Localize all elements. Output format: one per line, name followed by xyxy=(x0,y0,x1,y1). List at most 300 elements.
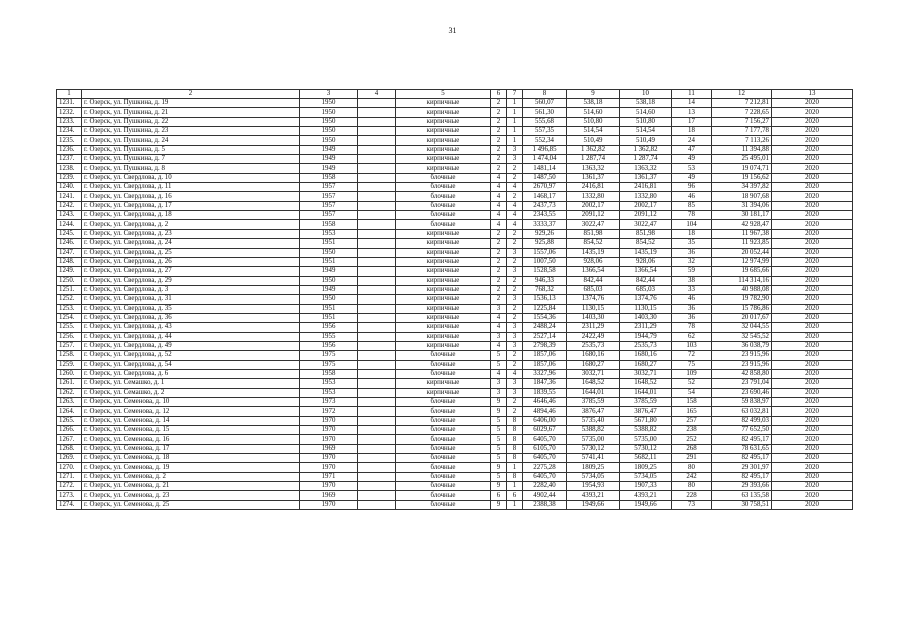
table-cell: 2020 xyxy=(772,398,853,407)
table-cell: 2798,39 xyxy=(523,341,567,350)
table-cell: 5735,00 xyxy=(620,435,672,444)
table-cell: 4894,46 xyxy=(523,407,567,416)
table-cell: 2535,73 xyxy=(620,341,672,350)
table-cell: кирпичные xyxy=(396,388,491,397)
table-row xyxy=(57,229,853,238)
table-cell: блочные xyxy=(396,500,491,509)
table-cell: 9 xyxy=(491,398,507,407)
table-cell: г. Озерск, ул. Свердлова, д. 36 xyxy=(82,313,300,322)
table-cell: кирпичные xyxy=(396,267,491,276)
table-cell: г. Озерск, ул. Семашко, д. 2 xyxy=(82,388,300,397)
table-cell: г. Озерск, ул. Свердлова, д. 17 xyxy=(82,201,300,210)
table-cell: 252 xyxy=(672,435,712,444)
table-cell: г. Озерск, ул. Свердлова, д. 29 xyxy=(82,276,300,285)
table-cell: 78 xyxy=(672,323,712,332)
table-cell: 1680,27 xyxy=(620,360,672,369)
table-row xyxy=(57,173,853,182)
table-cell: 1648,52 xyxy=(620,379,672,388)
table-cell: 3327,96 xyxy=(523,369,567,378)
table-cell: кирпичные xyxy=(396,323,491,332)
table-cell: 1481,14 xyxy=(523,164,567,173)
table-cell: блочные xyxy=(396,435,491,444)
table-row xyxy=(57,351,853,360)
table-cell: 4 xyxy=(491,220,507,229)
table-cell: 1970 xyxy=(300,500,358,509)
table-cell: 42 858,80 xyxy=(712,369,772,378)
table-cell: кирпичные xyxy=(396,108,491,117)
table-cell: 1975 xyxy=(300,360,358,369)
table-cell: 3 xyxy=(507,295,523,304)
table-cell: 510,80 xyxy=(620,117,672,126)
table-cell: 1363,32 xyxy=(567,164,620,173)
table-cell: 52 xyxy=(672,379,712,388)
table-cell: 1 287,74 xyxy=(567,155,620,164)
table-row xyxy=(57,248,853,257)
table-cell xyxy=(358,491,396,500)
table-row xyxy=(57,108,853,117)
table-cell: 18 xyxy=(672,229,712,238)
table-cell: 18 907,68 xyxy=(712,192,772,201)
table-cell: 2020 xyxy=(772,379,853,388)
table-cell: блочные xyxy=(396,398,491,407)
table-cell: 1361,37 xyxy=(567,173,620,182)
table-cell: 685,03 xyxy=(620,285,672,294)
table-cell xyxy=(358,127,396,136)
table-cell: 1 xyxy=(507,127,523,136)
table-cell: 1246. xyxy=(57,239,82,248)
table-cell: блочные xyxy=(396,463,491,472)
table-row xyxy=(57,267,853,276)
table-cell: 2020 xyxy=(772,173,853,182)
table-cell: 2020 xyxy=(772,426,853,435)
table-cell: 2020 xyxy=(772,454,853,463)
table-cell: 3876,47 xyxy=(620,407,672,416)
table-cell: г. Озерск, ул. Свердлова, д. 52 xyxy=(82,351,300,360)
table-cell: блочные xyxy=(396,351,491,360)
table-cell xyxy=(358,482,396,491)
table-cell: 5388,82 xyxy=(567,426,620,435)
table-cell: 12 974,99 xyxy=(712,257,772,266)
table-cell: 4 xyxy=(491,183,507,192)
table-cell: 2020 xyxy=(772,229,853,238)
table-row xyxy=(57,136,853,145)
table-cell: блочные xyxy=(396,482,491,491)
table-cell: 6405,70 xyxy=(523,435,567,444)
table-cell: 1970 xyxy=(300,482,358,491)
table-cell: 80 xyxy=(672,463,712,472)
table-cell xyxy=(358,444,396,453)
table-cell: 1332,80 xyxy=(620,192,672,201)
table-cell: 1265. xyxy=(57,416,82,425)
table-cell: 1950 xyxy=(300,99,358,108)
table-cell: 1951 xyxy=(300,313,358,322)
table-row xyxy=(57,360,853,369)
table-cell: 1262. xyxy=(57,388,82,397)
table-cell: г. Озерск, ул. Семенова, д. 18 xyxy=(82,454,300,463)
table-cell xyxy=(358,379,396,388)
table-cell: г. Озерск, ул. Пушкина, д. 19 xyxy=(82,99,300,108)
table-cell: 1957 xyxy=(300,211,358,220)
table-cell: 19 074,71 xyxy=(712,164,772,173)
table-cell: 32 xyxy=(672,257,712,266)
table-cell: 2670,97 xyxy=(523,183,567,192)
table-cell: 2 xyxy=(507,351,523,360)
table-cell xyxy=(358,351,396,360)
table-cell: блочные xyxy=(396,220,491,229)
table-cell: 925,88 xyxy=(523,239,567,248)
table-cell: 3 xyxy=(507,155,523,164)
table-cell: 2 xyxy=(507,407,523,416)
table-cell: 2020 xyxy=(772,491,853,500)
table-cell: 685,03 xyxy=(567,285,620,294)
table-cell: 9 xyxy=(491,463,507,472)
table-cell: 2020 xyxy=(772,351,853,360)
table-cell: 2020 xyxy=(772,444,853,453)
table-cell: 854,52 xyxy=(620,239,672,248)
table-cell: 1957 xyxy=(300,183,358,192)
table-cell: 24 xyxy=(672,136,712,145)
table-cell: 1953 xyxy=(300,379,358,388)
table-cell: 5388,82 xyxy=(620,426,672,435)
table-cell: 1680,27 xyxy=(567,360,620,369)
table-cell: 1225,84 xyxy=(523,304,567,313)
table-cell: 555,68 xyxy=(523,117,567,126)
table-row xyxy=(57,444,853,453)
table-cell: 82 495,17 xyxy=(712,454,772,463)
table-row xyxy=(57,426,853,435)
table-cell: 3 xyxy=(491,332,507,341)
table-row xyxy=(57,482,853,491)
table-cell: 1951 xyxy=(300,304,358,313)
table-cell: 72 xyxy=(672,351,712,360)
table-cell: 242 xyxy=(672,472,712,481)
table-cell: 3 xyxy=(507,323,523,332)
table-cell: 2020 xyxy=(772,99,853,108)
header-row xyxy=(57,90,853,99)
table-cell: г. Озерск, ул. Свердлова, д. 6 xyxy=(82,369,300,378)
table-cell: блочные xyxy=(396,173,491,182)
table-cell: 2 xyxy=(491,136,507,145)
table-cell: 59 xyxy=(672,267,712,276)
table-cell: блочные xyxy=(396,369,491,378)
table-cell: 1644,01 xyxy=(620,388,672,397)
table-cell: 32 044,55 xyxy=(712,323,772,332)
table-cell: 3785,59 xyxy=(567,398,620,407)
table-cell: 1435,19 xyxy=(620,248,672,257)
table-cell: 2 xyxy=(491,276,507,285)
table-cell: 4 xyxy=(507,369,523,378)
table-cell: 5671,80 xyxy=(620,416,672,425)
table-cell: 1233. xyxy=(57,117,82,126)
table-row xyxy=(57,369,853,378)
table-cell: 854,52 xyxy=(567,239,620,248)
table-cell: 2343,55 xyxy=(523,211,567,220)
table-cell: 268 xyxy=(672,444,712,453)
table-cell: 1536,13 xyxy=(523,295,567,304)
table-cell: 1259. xyxy=(57,360,82,369)
table-cell: 1 xyxy=(507,482,523,491)
table-cell: 29 393,66 xyxy=(712,482,772,491)
table-cell: 1130,15 xyxy=(567,304,620,313)
table-cell: 510,49 xyxy=(620,136,672,145)
table-cell: 1 xyxy=(507,99,523,108)
table-cell: г. Озерск, ул. Семенова, д. 19 xyxy=(82,463,300,472)
table-cell: 5 xyxy=(491,426,507,435)
table-row xyxy=(57,285,853,294)
table-cell: 78 631,65 xyxy=(712,444,772,453)
table-cell: 1363,32 xyxy=(620,164,672,173)
table-row xyxy=(57,145,853,154)
table-cell: 62 xyxy=(672,332,712,341)
table-cell: 5682,11 xyxy=(620,454,672,463)
table-cell: блочные xyxy=(396,407,491,416)
table-row xyxy=(57,192,853,201)
table-cell: 2 xyxy=(507,239,523,248)
table-cell: 1857,06 xyxy=(523,351,567,360)
table-cell: 2020 xyxy=(772,183,853,192)
table-cell: 5734,05 xyxy=(567,472,620,481)
table-cell: 4 xyxy=(491,173,507,182)
table-cell: 1809,25 xyxy=(620,463,672,472)
table-cell: г. Озерск, ул. Свердлова, д. 25 xyxy=(82,248,300,257)
table-cell: 30 181,17 xyxy=(712,211,772,220)
table-cell: 851,98 xyxy=(567,229,620,238)
table-cell: 510,49 xyxy=(567,136,620,145)
table-cell xyxy=(358,117,396,126)
table-cell: 3032,71 xyxy=(620,369,672,378)
table-cell: 1403,30 xyxy=(620,313,672,322)
table-cell: 1958 xyxy=(300,369,358,378)
table-cell xyxy=(358,155,396,164)
table-cell: г. Озерск, ул. Семенова, д. 21 xyxy=(82,482,300,491)
table-cell: 2002,17 xyxy=(620,201,672,210)
table-cell xyxy=(358,398,396,407)
table-cell: 1 362,82 xyxy=(567,145,620,154)
table-cell: 8 xyxy=(507,416,523,425)
table-cell xyxy=(358,500,396,509)
table-cell: 2437,73 xyxy=(523,201,567,210)
table-cell: 1272. xyxy=(57,482,82,491)
table-cell: 23 915,96 xyxy=(712,360,772,369)
table-cell: 1238. xyxy=(57,164,82,173)
table-cell: 6105,70 xyxy=(523,444,567,453)
table-cell: 82 495,17 xyxy=(712,472,772,481)
table-cell: 2020 xyxy=(772,463,853,472)
table-cell: 1240. xyxy=(57,183,82,192)
table-cell: 1244. xyxy=(57,220,82,229)
table-cell: 929,26 xyxy=(523,229,567,238)
table-cell: 2 xyxy=(491,155,507,164)
table-cell: 257 xyxy=(672,416,712,425)
table-cell: 103 xyxy=(672,341,712,350)
table-cell: г. Озерск, ул. Свердлова, д. 54 xyxy=(82,360,300,369)
table-cell: 1270. xyxy=(57,463,82,472)
table-cell: 6405,70 xyxy=(523,454,567,463)
table-cell: 20 052,44 xyxy=(712,248,772,257)
table-cell: 1258. xyxy=(57,351,82,360)
table-cell: 4902,44 xyxy=(523,491,567,500)
table-cell: 238 xyxy=(672,426,712,435)
table-cell: 11 967,38 xyxy=(712,229,772,238)
table-cell: г. Озерск, ул. Семенова, д. 14 xyxy=(82,416,300,425)
table-cell: кирпичные xyxy=(396,145,491,154)
table-cell xyxy=(358,220,396,229)
table-cell xyxy=(358,239,396,248)
table-cell: 4 xyxy=(491,313,507,322)
table-cell: 1 362,82 xyxy=(620,145,672,154)
table-cell: 1332,80 xyxy=(567,192,620,201)
table-cell: 7 228,65 xyxy=(712,108,772,117)
table-cell: 1468,17 xyxy=(523,192,567,201)
table-cell xyxy=(358,183,396,192)
table-cell: 2416,81 xyxy=(620,183,672,192)
table-header xyxy=(57,90,853,99)
table-cell: 2 xyxy=(507,257,523,266)
table-cell: блочные xyxy=(396,211,491,220)
table-cell xyxy=(358,192,396,201)
table-cell: 6 xyxy=(491,491,507,500)
table-cell xyxy=(358,472,396,481)
table-cell: 842,44 xyxy=(567,276,620,285)
table-cell: 1252. xyxy=(57,295,82,304)
column-header: 5 xyxy=(396,90,491,99)
table-cell: 38 xyxy=(672,276,712,285)
table-cell: 4 xyxy=(491,201,507,210)
table-cell: 96 xyxy=(672,183,712,192)
table-cell: 5 xyxy=(491,360,507,369)
table-cell: 1970 xyxy=(300,435,358,444)
table-cell: 2 xyxy=(507,285,523,294)
table-cell: 2020 xyxy=(772,416,853,425)
table-cell: 1269. xyxy=(57,454,82,463)
table-cell: 1949,66 xyxy=(567,500,620,509)
table-cell: 538,18 xyxy=(620,99,672,108)
table-row xyxy=(57,379,853,388)
table-cell xyxy=(358,295,396,304)
table-cell: 1248. xyxy=(57,257,82,266)
table-cell: 1251. xyxy=(57,285,82,294)
table-cell: г. Озерск, ул. Свердлова, д. 43 xyxy=(82,323,300,332)
table-row xyxy=(57,491,853,500)
table-cell: г. Озерск, ул. Свердлова, д. 31 xyxy=(82,295,300,304)
table-row xyxy=(57,295,853,304)
table-cell: 63 135,58 xyxy=(712,491,772,500)
table-cell: 1950 xyxy=(300,295,358,304)
table-cell: 2 xyxy=(507,229,523,238)
table-cell: 4393,21 xyxy=(620,491,672,500)
table-cell: 1 xyxy=(507,500,523,509)
table-cell: 2020 xyxy=(772,388,853,397)
table-cell: 1 xyxy=(507,117,523,126)
table-cell: 1969 xyxy=(300,491,358,500)
table-cell: 2020 xyxy=(772,267,853,276)
table-cell: 4 xyxy=(491,341,507,350)
table-cell: 2 xyxy=(491,248,507,257)
table-cell: 8 xyxy=(507,454,523,463)
table-cell: 2091,12 xyxy=(567,211,620,220)
table-cell: 1957 xyxy=(300,201,358,210)
table-cell: 6406,00 xyxy=(523,416,567,425)
table-cell xyxy=(358,164,396,173)
table-cell: кирпичные xyxy=(396,229,491,238)
table-cell xyxy=(358,145,396,154)
table-cell: 8 xyxy=(507,435,523,444)
table-cell: 928,06 xyxy=(620,257,672,266)
table-cell: 3 xyxy=(491,304,507,313)
table-cell: 5734,05 xyxy=(620,472,672,481)
table-cell: кирпичные xyxy=(396,117,491,126)
table-row xyxy=(57,211,853,220)
table-cell: 1237. xyxy=(57,155,82,164)
table-cell: блочные xyxy=(396,192,491,201)
table-cell: 3022,47 xyxy=(620,220,672,229)
table-cell: 2 xyxy=(507,192,523,201)
table-cell: 2002,17 xyxy=(567,201,620,210)
table-cell: г. Озерск, ул. Свердлова, д. 24 xyxy=(82,239,300,248)
table-cell: 9 xyxy=(491,482,507,491)
table-cell: 1971 xyxy=(300,472,358,481)
table-cell: 5 xyxy=(491,416,507,425)
table-row xyxy=(57,388,853,397)
table-cell: блочные xyxy=(396,454,491,463)
table-cell: 29 301,97 xyxy=(712,463,772,472)
table-cell: 1 xyxy=(507,463,523,472)
table-cell: кирпичные xyxy=(396,313,491,322)
table-cell: блочные xyxy=(396,426,491,435)
table-cell: 1950 xyxy=(300,127,358,136)
table-cell: 1839,55 xyxy=(523,388,567,397)
table-cell xyxy=(358,173,396,182)
table-cell: кирпичные xyxy=(396,295,491,304)
table-cell: 1949 xyxy=(300,267,358,276)
table-cell: 6 xyxy=(507,491,523,500)
table-cell: 7 113,26 xyxy=(712,136,772,145)
table-cell: 17 xyxy=(672,117,712,126)
table-cell: 1268. xyxy=(57,444,82,453)
table-cell: 1261. xyxy=(57,379,82,388)
column-header: 10 xyxy=(620,90,672,99)
table-cell: 4 xyxy=(491,323,507,332)
table-cell: г. Озерск, ул. Семенова, д. 17 xyxy=(82,444,300,453)
table-cell: 158 xyxy=(672,398,712,407)
column-header: 11 xyxy=(672,90,712,99)
table-cell: 1953 xyxy=(300,229,358,238)
table-cell: 42 928,47 xyxy=(712,220,772,229)
table-cell: 82 499,03 xyxy=(712,416,772,425)
table-cell: 4393,21 xyxy=(567,491,620,500)
table-cell: блочные xyxy=(396,201,491,210)
table-cell: г. Озерск, ул. Семенова, д. 12 xyxy=(82,407,300,416)
table-cell: 2311,29 xyxy=(620,323,672,332)
table-cell: 2020 xyxy=(772,136,853,145)
table-cell xyxy=(358,369,396,378)
table-cell: кирпичные xyxy=(396,341,491,350)
table-cell: 1435,19 xyxy=(567,248,620,257)
table-cell xyxy=(358,323,396,332)
table-cell: г. Озерск, ул. Свердлова, д. 35 xyxy=(82,304,300,313)
table-cell: блочные xyxy=(396,444,491,453)
table-cell: 1809,25 xyxy=(567,463,620,472)
table-cell: 11 394,88 xyxy=(712,145,772,154)
column-header: 12 xyxy=(712,90,772,99)
table-cell: г. Озерск, ул. Свердлова, д. 18 xyxy=(82,211,300,220)
table-cell: блочные xyxy=(396,416,491,425)
table-cell xyxy=(358,435,396,444)
table-cell: 2 xyxy=(491,164,507,173)
table-cell: 4 xyxy=(491,211,507,220)
table-cell: г. Озерск, ул. Свердлова, д. 27 xyxy=(82,267,300,276)
table-cell: 46 xyxy=(672,295,712,304)
